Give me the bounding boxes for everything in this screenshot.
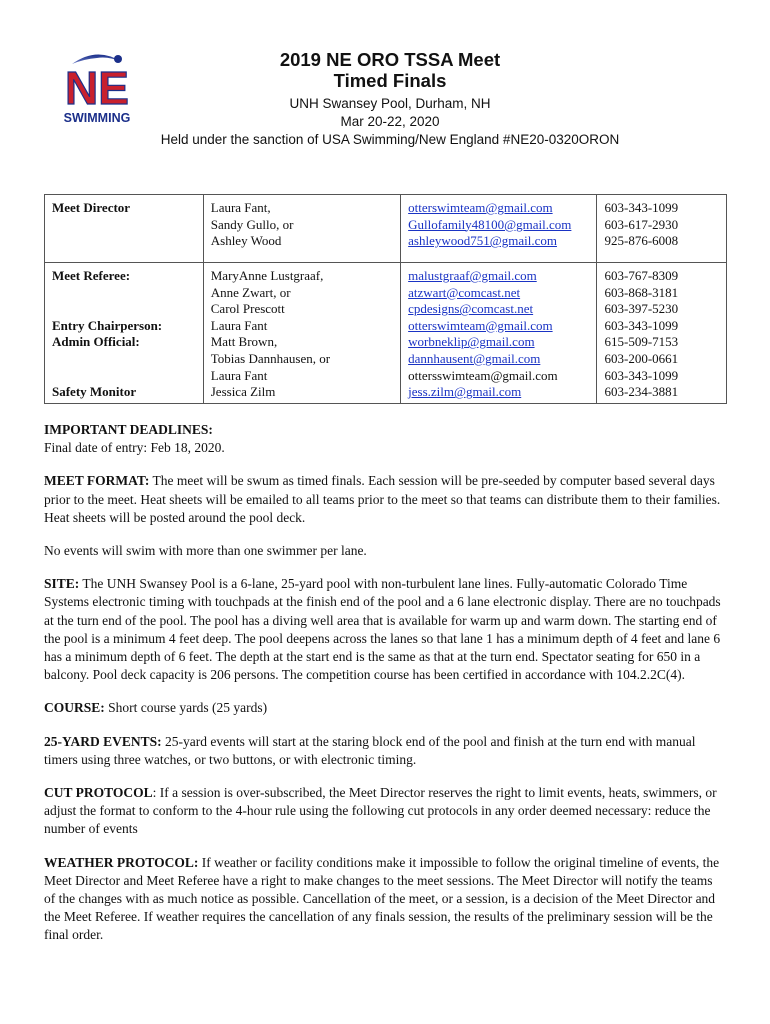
format-label: MEET FORMAT: bbox=[44, 473, 150, 489]
cut-protocol-paragraph bbox=[44, 784, 726, 839]
phones-cell bbox=[597, 263, 727, 404]
site-text: The UNH Swansey Pool is a 6-lane, 25-yard pool with non-turbulent lane lines. Fully-automatic Colorado Time Systems electronic timing with touchpads at the finish end of the pool and a 6 lane electronic display. There are no touchpads at the turn end of the pool. The pool has a diving well area that is available for warm up and warm down. The starting end of the pool is a minimum 4 feet deep. The pool deepens across the lanes so that lane 1 has a minimum depth of 4 feet and lane 6 has a minimum depth of 6 feet. The depth at the start end is the same as that at the turn end. Spectator seating for 650 in a balcony. Pool deck capacity is 206 persons. The competition course has been certified in accordance with 104.2.2C(4). bbox=[44, 576, 721, 683]
phone-number: 615-509-7153 bbox=[604, 334, 679, 350]
role-cell bbox=[45, 263, 204, 404]
role-meet-director: Meet Director bbox=[52, 200, 131, 215]
yard-events-text: 25-yard events will start at the staring block end of the pool and finish at the turn end with manual timers using three watches, or two buttons, or with electronic timing. bbox=[44, 733, 696, 767]
phone-number: 603-343-1099 bbox=[604, 200, 679, 215]
meet-title bbox=[240, 49, 540, 91]
role-meet-referee: Meet Referee: bbox=[52, 268, 131, 283]
email-link[interactable]: ashleywood751@gmail.com bbox=[408, 233, 557, 249]
meet-title-line2: Timed Finals bbox=[333, 70, 447, 91]
phone-number: 925-876-6008 bbox=[604, 233, 679, 249]
official-name: Jessica Zilm bbox=[210, 384, 276, 400]
role-admin-official: Admin Official: bbox=[52, 334, 140, 350]
meet-sanction: Held under the sanction of USA Swimming/New England #NE20-0320ORON bbox=[160, 132, 620, 147]
role-cell bbox=[45, 195, 204, 263]
email-link[interactable]: jess.zilm@gmail.com bbox=[408, 384, 522, 400]
logo-swimming-word: SWIMMING bbox=[63, 111, 131, 125]
meet-location: UNH Swansey Pool, Durham, NH bbox=[289, 96, 491, 111]
role-safety-monitor: Safety Monitor bbox=[52, 384, 137, 400]
yard-events-paragraph bbox=[44, 733, 726, 769]
official-name: Laura Fant bbox=[210, 317, 268, 333]
email-link[interactable]: worbneklip@gmail.com bbox=[408, 334, 535, 350]
official-name: Laura Fant bbox=[210, 367, 268, 383]
phone-number: 603-343-1099 bbox=[604, 367, 679, 383]
email-link[interactable]: Gullofamily48100@gmail.com bbox=[408, 216, 572, 232]
official-name: Carol Prescott bbox=[210, 301, 285, 317]
deadlines-text: Final date of entry: Feb 18, 2020. bbox=[44, 440, 225, 456]
ne-swimming-logo bbox=[48, 44, 146, 134]
table-row bbox=[45, 263, 727, 404]
meet-title-line1: 2019 NE ORO TSSA Meet bbox=[279, 49, 501, 70]
meet-info-body bbox=[44, 421, 726, 960]
officials-table bbox=[44, 194, 727, 404]
deadlines-paragraph bbox=[44, 421, 726, 457]
role-entry-chairperson: Entry Chairperson: bbox=[52, 317, 163, 333]
email-link[interactable]: dannhausent@gmail.com bbox=[408, 350, 541, 366]
names-cell bbox=[203, 195, 400, 263]
weather-protocol-text: If weather or facility conditions make it impossible to follow the original timeline of events, the Meet Director and Meet Referee have a right to make changes to the meet sessions. The Meet Director will notify the teams of the changes with as much notice as possible. Cancellation of the meet, or a session, is a decision of the Meet Director and the Meet Referee. If weather requires the cancellation of any finals session, the results of the preliminary session will be the final order. bbox=[44, 854, 720, 943]
course-label: COURSE: bbox=[44, 700, 105, 716]
lanes-paragraph bbox=[44, 542, 726, 560]
phone-number: 603-234-3881 bbox=[604, 384, 679, 400]
site-label: SITE: bbox=[44, 576, 80, 592]
email-link[interactable]: malustgraaf@gmail.com bbox=[408, 268, 537, 283]
email-link[interactable]: atzwart@comcast.net bbox=[408, 284, 521, 300]
course-text: Short course yards (25 yards) bbox=[104, 700, 268, 716]
official-name: Matt Brown, bbox=[210, 334, 278, 350]
meet-dates: Mar 20-22, 2020 bbox=[340, 114, 440, 129]
phones-cell bbox=[597, 195, 727, 263]
weather-protocol-paragraph bbox=[44, 854, 726, 945]
table-row bbox=[45, 195, 727, 263]
email-link[interactable]: cpdesigns@comcast.net bbox=[408, 301, 534, 317]
phone-number: 603-200-0661 bbox=[604, 350, 679, 366]
email-link[interactable]: otterswimteam@gmail.com bbox=[408, 317, 553, 333]
names-cell bbox=[203, 263, 400, 404]
phone-number: 603-868-3181 bbox=[604, 284, 679, 300]
official-name: Ashley Wood bbox=[210, 233, 282, 249]
official-name: Tobias Dannhausen, or bbox=[210, 350, 331, 366]
site-paragraph bbox=[44, 575, 726, 684]
phone-number: 603-767-8309 bbox=[604, 268, 679, 283]
email-text: ottersswimteam@gmail.com bbox=[408, 367, 558, 383]
phone-number: 603-343-1099 bbox=[604, 317, 679, 333]
deadlines-label: IMPORTANT DEADLINES: bbox=[44, 422, 213, 437]
cut-protocol-text: : If a session is over-subscribed, the Meet Director reserves the right to limit events, heats, swimmers, or adjust the format to conform to the 4-hour rule using the following cut protocols in any order deemed necessary: reduce the number of events bbox=[44, 785, 717, 837]
logo-ne-letters: NE bbox=[65, 62, 129, 114]
official-name: Anne Zwart, or bbox=[210, 284, 291, 300]
emails-cell bbox=[401, 263, 597, 404]
official-name: Laura Fant, bbox=[210, 200, 271, 215]
format-text: The meet will be swum as timed finals. Each session will be pre-seeded by computer based several days prior to the meet. Heat sheets will be emailed to all teams prior to the meet so that teams can distribute them to their families. Heat sheets will be posted around the pool deck. bbox=[44, 473, 721, 525]
course-paragraph bbox=[44, 699, 726, 717]
phone-number: 603-397-5230 bbox=[604, 301, 679, 317]
official-name: Sandy Gullo, or bbox=[210, 216, 294, 232]
lanes-text: No events will swim with more than one swimmer per lane. bbox=[44, 543, 367, 559]
email-link[interactable]: otterswimteam@gmail.com bbox=[408, 200, 553, 215]
weather-protocol-label: WEATHER PROTOCOL: bbox=[44, 854, 199, 870]
format-paragraph bbox=[44, 472, 726, 527]
official-name: MaryAnne Lustgraaf, bbox=[210, 268, 324, 283]
phone-number: 603-617-2930 bbox=[604, 216, 679, 232]
cut-protocol-label: CUT PROTOCOL bbox=[44, 785, 153, 801]
yard-events-label: 25-YARD EVENTS: bbox=[44, 733, 162, 749]
emails-cell bbox=[401, 195, 597, 263]
